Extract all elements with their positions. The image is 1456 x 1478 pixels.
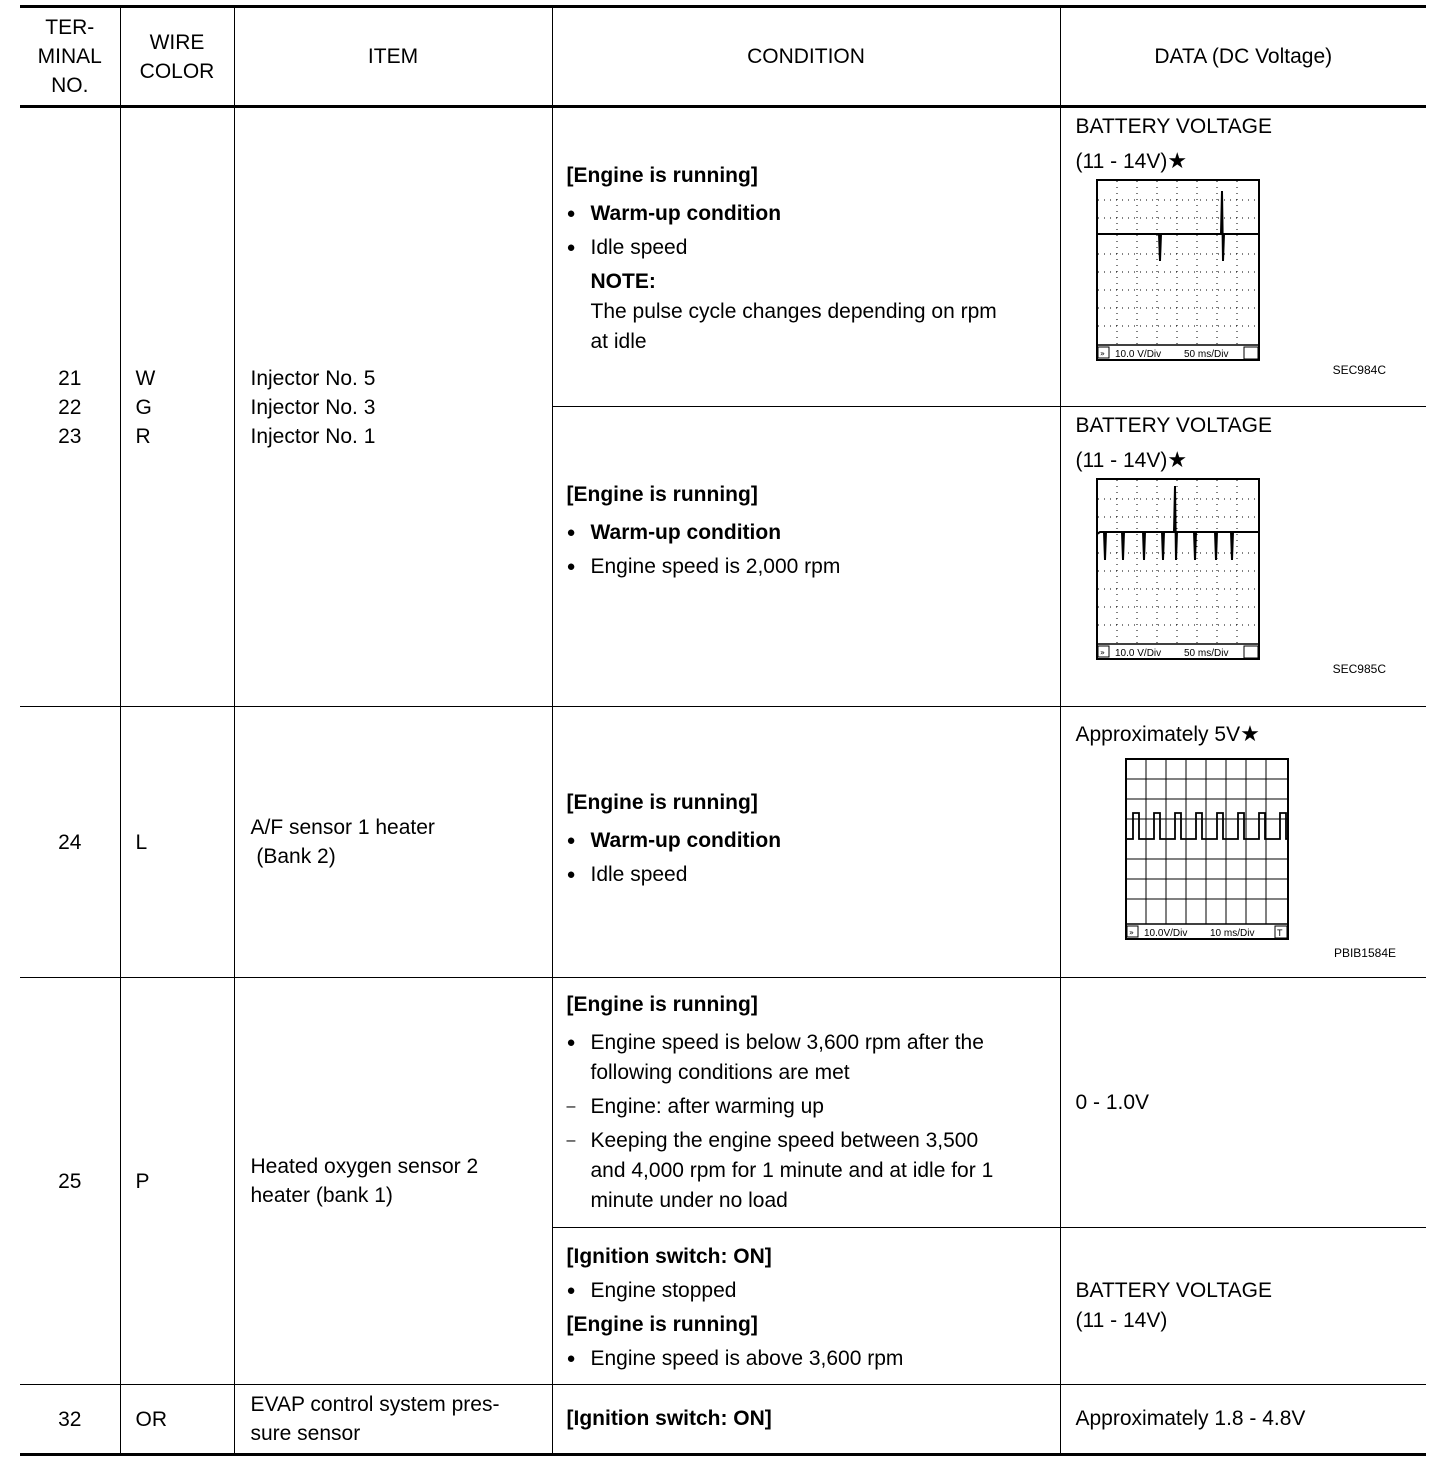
header-row — [20, 7, 1426, 107]
header-wire-color — [120, 7, 234, 107]
svg-text:»: » — [1099, 349, 1105, 358]
dash-line: and 4,000 rpm for 1 minute and at idle for 1 — [590, 1158, 994, 1182]
bullet-line: Engine speed is below 3,600 rpm after the — [590, 1030, 984, 1054]
condition-bullet — [567, 860, 1048, 890]
bullet-text: Idle speed — [590, 863, 688, 886]
condition-header: [Ignition switch: ON] — [566, 1407, 772, 1430]
note-line: at idle — [590, 330, 647, 353]
condition-bullet — [567, 1344, 1048, 1374]
header-item: ITEM — [234, 7, 552, 107]
wire-color-cell — [120, 107, 234, 707]
header-condition: CONDITION — [552, 7, 1060, 107]
scope-grid — [1098, 480, 1258, 644]
condition-cell — [552, 107, 1060, 407]
svg-text:»: » — [1128, 928, 1134, 937]
condition-header: [Engine is running] — [566, 1313, 758, 1336]
condition-cell — [552, 1385, 1060, 1455]
scope-trigger-label: T — [1276, 928, 1282, 938]
data-text — [1076, 717, 1427, 752]
data-line — [1076, 717, 1427, 752]
bullet-icon: ● — [566, 866, 576, 883]
item-name: (Bank 2) — [250, 845, 336, 868]
data-line: BATTERY VOLTAGE — [1075, 414, 1272, 437]
scope-volt-label: 10.0 V/Div — [1114, 349, 1161, 360]
header-wire-line: WIRE — [149, 30, 205, 54]
figure-code: PBIB1584E — [1333, 946, 1396, 960]
scope-grid — [1126, 759, 1288, 924]
dash-icon: – — [566, 1097, 576, 1115]
condition-header: [Engine is running] — [566, 164, 758, 187]
terminal-data-table — [20, 5, 1426, 1456]
wire-color: P — [120, 978, 234, 1385]
data-line — [1076, 144, 1427, 179]
dash-line: Keeping the engine speed between 3,500 — [590, 1128, 979, 1152]
table-row — [20, 1385, 1426, 1455]
bullet-text: Idle speed — [590, 236, 688, 259]
item-name: heater (bank 1) — [250, 1184, 393, 1207]
bullet-icon: ● — [566, 205, 576, 222]
header-terminal-line: NO. — [51, 74, 89, 97]
item-cell — [234, 978, 552, 1385]
data-line: BATTERY VOLTAGE — [1075, 115, 1272, 138]
bullet-icon: ● — [566, 523, 576, 541]
condition-cell — [552, 407, 1060, 707]
condition-cell — [552, 707, 1060, 978]
scope-grid — [1098, 181, 1258, 345]
item-cell — [234, 1385, 552, 1455]
bullet-icon: ● — [566, 1350, 576, 1367]
header-wire-line: COLOR — [139, 59, 215, 83]
bullet-icon: ● — [566, 1282, 576, 1299]
oscilloscope-waveform-sec984c — [1076, 179, 1376, 369]
header-data: DATA (DC Voltage) — [1060, 7, 1426, 107]
condition-header: [Engine is running] — [566, 992, 758, 1016]
data-text — [1076, 110, 1427, 179]
scope-frame — [1097, 180, 1259, 360]
scope-trace — [1097, 486, 1259, 560]
condition-bullet — [567, 1028, 1048, 1088]
wire-color: G — [135, 395, 152, 419]
dash-line: minute under no load — [590, 1188, 788, 1212]
condition-header: [Engine is running] — [566, 482, 758, 506]
data-value: Approximately 5V — [1075, 723, 1241, 746]
data-cell — [1060, 1228, 1426, 1385]
data-value: Approximately 1.8 - 4.8V — [1075, 1407, 1306, 1430]
data-cell — [1060, 107, 1426, 407]
table-row — [20, 978, 1426, 1228]
wire-color: OR — [120, 1385, 234, 1455]
data-value: (11 - 14V) — [1075, 150, 1168, 173]
star-icon: ★ — [1167, 148, 1188, 173]
condition-bullet — [567, 1276, 1048, 1306]
item-name: A/F sensor 1 heater — [250, 816, 435, 839]
bullet-text: Engine stopped — [590, 1279, 737, 1302]
terminal-number: 22 — [58, 395, 82, 419]
data-cell — [1060, 978, 1426, 1228]
item-name: Injector No. 3 — [250, 395, 376, 419]
svg-text:»: » — [1099, 648, 1105, 657]
terminal-number: 21 — [58, 366, 82, 390]
wire-color: L — [120, 707, 234, 978]
terminal-number: 25 — [20, 978, 120, 1385]
dash-text: Engine: after warming up — [590, 1094, 824, 1118]
bullet-icon: ● — [566, 1033, 576, 1051]
item-name: Injector No. 5 — [250, 366, 376, 390]
table-row — [20, 707, 1426, 978]
scope-time-label: 10 ms/Div — [1209, 928, 1254, 939]
data-text — [1076, 1276, 1427, 1336]
condition-header: [Engine is running] — [566, 791, 758, 814]
star-icon: ★ — [1240, 721, 1260, 746]
figure-code: SEC984C — [1332, 363, 1386, 377]
note-header: NOTE: — [590, 270, 656, 293]
data-value: 0 - 1.0V — [1075, 1090, 1150, 1114]
header-terminal-line: TER- — [45, 16, 95, 39]
table-row — [20, 107, 1426, 407]
scope-time-label: 50 ms/Div — [1183, 349, 1228, 360]
condition-dash — [567, 1092, 1048, 1122]
bullet-text: Engine speed is 2,000 rpm — [590, 554, 841, 578]
item-name: sure sensor — [250, 1422, 361, 1445]
scope-volt-label: 10.0 V/Div — [1114, 648, 1161, 659]
bullet-icon: ● — [566, 557, 576, 575]
scope-time-label: 50 ms/Div — [1183, 648, 1228, 659]
wire-color: W — [135, 366, 156, 390]
bullet-icon: ● — [566, 239, 576, 256]
bullet-text: Engine speed is above 3,600 rpm — [590, 1347, 904, 1370]
scope-frame — [1097, 479, 1259, 659]
terminal-cell — [20, 107, 120, 707]
bullet-text: Warm-up condition — [590, 520, 782, 544]
condition-bullet — [567, 552, 1048, 582]
bullet-text: Warm-up condition — [590, 202, 782, 225]
terminal-number: 32 — [20, 1385, 120, 1455]
data-cell — [1060, 707, 1426, 978]
data-line: (11 - 14V) — [1075, 1309, 1168, 1332]
item-cell — [234, 107, 552, 707]
condition-note — [567, 267, 1048, 357]
condition-dash — [567, 1126, 1048, 1216]
condition-bullet — [567, 518, 1048, 548]
oscilloscope-waveform-sec985c — [1076, 478, 1376, 668]
item-name: Injector No. 1 — [250, 424, 376, 448]
item-name: Heated oxygen sensor 2 — [250, 1155, 479, 1178]
scope-trace — [1126, 813, 1288, 839]
condition-cell — [552, 978, 1060, 1228]
condition-bullet — [567, 233, 1048, 263]
bullet-text: Warm-up condition — [590, 829, 782, 852]
data-cell — [1060, 407, 1426, 707]
note-line: The pulse cycle changes depending on rpm — [590, 300, 997, 323]
dash-text — [591, 1126, 994, 1216]
bullet-icon: ● — [566, 832, 576, 849]
condition-header: [Ignition switch: ON] — [566, 1245, 772, 1268]
condition-bullet — [567, 199, 1048, 229]
item-cell — [234, 707, 552, 978]
header-terminal-no — [20, 7, 120, 107]
terminal-number: 24 — [20, 707, 120, 978]
oscilloscope-waveform-pbib1584e — [1076, 758, 1376, 948]
scope-trace — [1097, 191, 1259, 261]
bullet-text — [591, 1028, 984, 1088]
data-line: BATTERY VOLTAGE — [1075, 1279, 1272, 1302]
scope-volt-label: 10.0V/Div — [1143, 928, 1187, 939]
star-icon: ★ — [1167, 447, 1188, 472]
item-name: EVAP control system pres- — [250, 1393, 500, 1416]
wire-color: R — [135, 424, 151, 448]
data-text — [1076, 409, 1427, 478]
terminal-number: 23 — [58, 424, 82, 448]
condition-bullet — [567, 826, 1048, 856]
data-value: (11 - 14V) — [1075, 449, 1168, 472]
dash-icon: – — [566, 1131, 576, 1149]
data-cell — [1060, 1385, 1426, 1455]
header-terminal-line: MINAL — [37, 45, 102, 68]
figure-code: SEC985C — [1332, 662, 1386, 676]
data-line — [1076, 443, 1427, 478]
scope-frame — [1126, 759, 1288, 939]
bullet-line: following conditions are met — [590, 1060, 850, 1084]
condition-cell — [552, 1228, 1060, 1385]
